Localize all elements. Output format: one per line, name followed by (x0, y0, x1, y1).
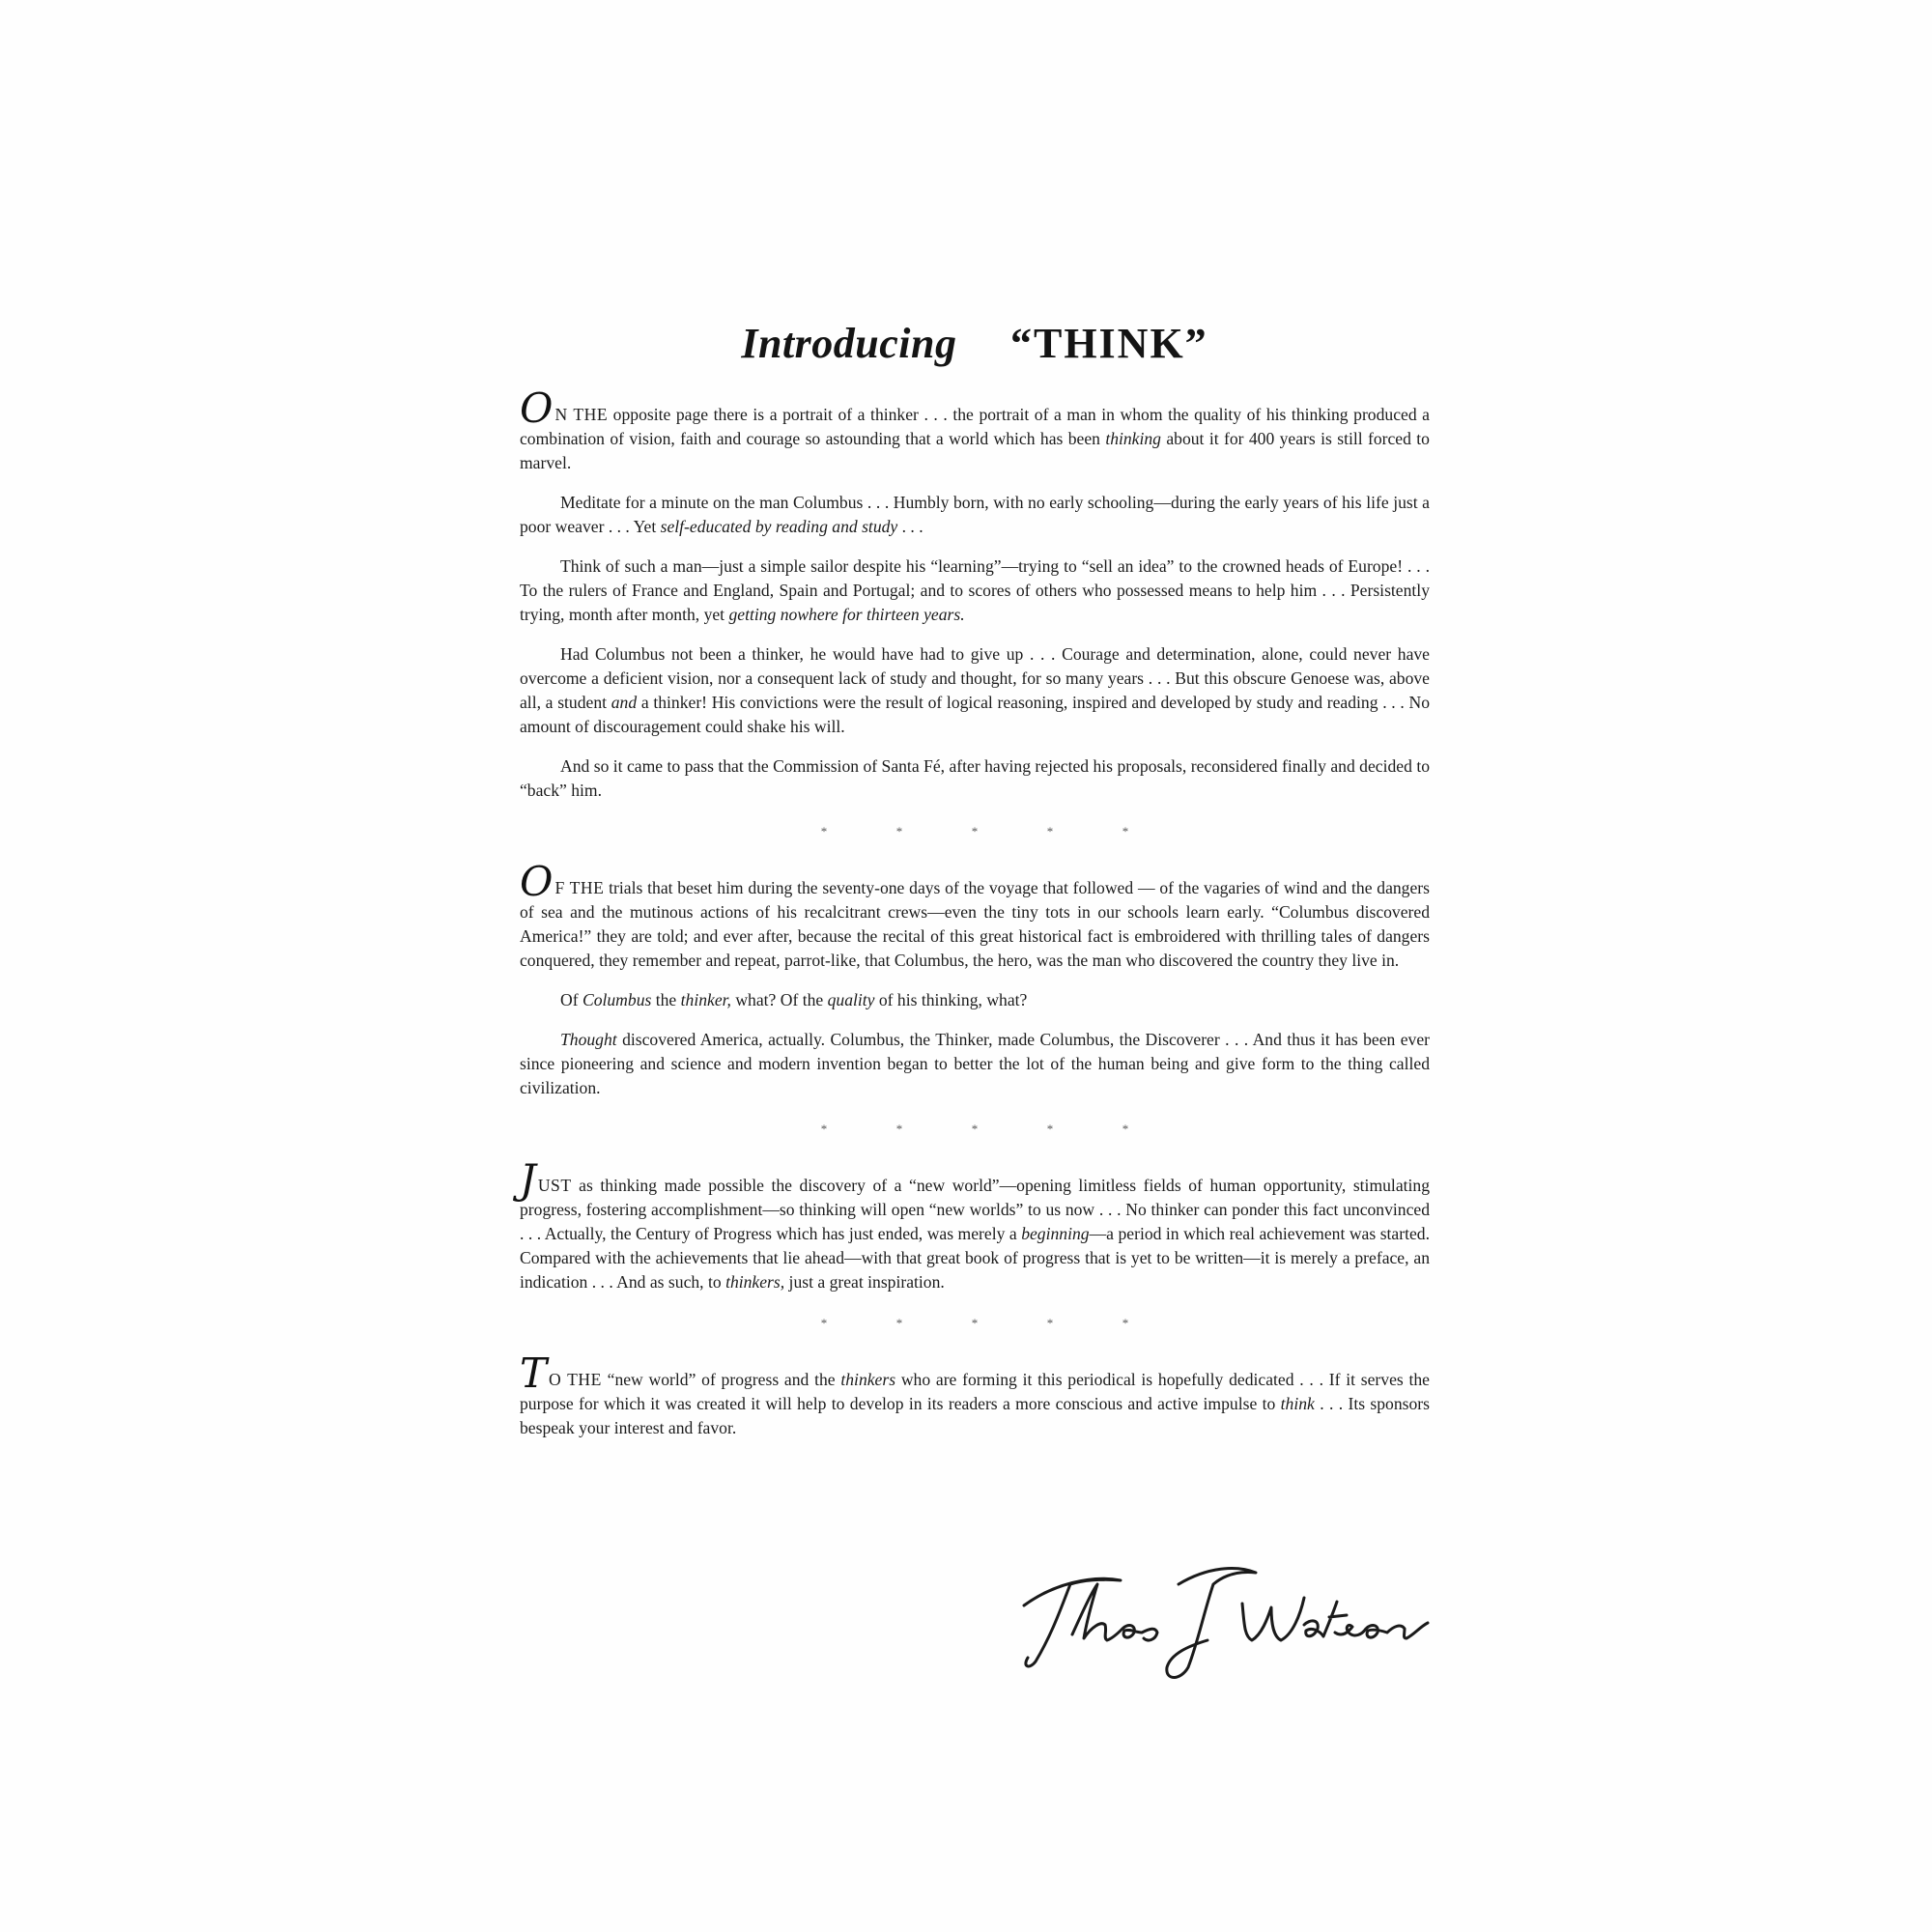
page-title (520, 319, 1430, 368)
paragraph-text: Of (560, 990, 582, 1009)
paragraph-text: as thinking made possible the discovery of a “new world”—opening limitless fields of human opportunity, stimulating progress, fostering accomplishment—so thinking will open “new worlds” to us now . . . No thinker can ponder this fact unconvinced . . . Actually, the Century of Progress which has just ended, was merely a (520, 1176, 1430, 1243)
title-italic: Introducing (741, 320, 957, 367)
separator-star: * (1046, 1122, 1054, 1136)
paragraph-text: of his thinking, what? (874, 990, 1028, 1009)
paragraph-meditate (520, 491, 1430, 539)
separator-star: * (1046, 1316, 1054, 1330)
paragraph-thought (520, 1028, 1430, 1100)
paragraph-text: the (651, 990, 681, 1009)
paragraph-text: trials that beset him during the seventy-one days of the voyage that followed — of the vagaries of wind and the dangers of sea and the mutinous actions of his recalcitrant crews—even the tiny tots in our schools learn early. “Columbus discovered America!” they are told; and ever after, because the recital of this great historical fact is embroidered with thrilling tales of dangers conquered, they remember and repeat, parrot-like, that Columbus, the hero, was the man who discovered the country they live in. (520, 878, 1430, 970)
paragraph-opposite-page (520, 384, 1430, 475)
paragraph-emphasis: thinkers (840, 1370, 896, 1389)
paragraph-had-columbus (520, 642, 1430, 739)
section-separator (520, 824, 1430, 839)
title-caps: “THINK” (1009, 320, 1208, 367)
paragraph-text: just a great inspiration. (784, 1272, 945, 1292)
paragraph-emphasis: beginning (1021, 1224, 1090, 1243)
paragraph-just-as (520, 1155, 1430, 1294)
paragraph-trials (520, 858, 1430, 973)
paragraph-emphasis: thinker, (680, 990, 731, 1009)
paragraph-to-the-new-world (520, 1350, 1430, 1440)
separator-star: * (971, 824, 979, 838)
paragraph-text: . . . (897, 517, 923, 536)
paragraph-emphasis: self-educated by reading and study (660, 517, 898, 536)
separator-star: * (895, 824, 903, 838)
paragraph-text: . . . Its sponsors bespeak your interest and favor. (520, 1394, 1430, 1437)
lead-caps: O THE (549, 1370, 602, 1389)
paragraph-emphasis: quality (827, 990, 875, 1009)
drop-initial: O (520, 384, 554, 432)
lead-caps: UST (537, 1176, 572, 1195)
separator-star: * (971, 1316, 979, 1330)
drop-initial: J (520, 1155, 536, 1203)
separator-star: * (895, 1316, 903, 1330)
separator-star: * (1122, 824, 1129, 838)
paragraph-text: what? Of the (730, 990, 828, 1009)
paragraph-such-a-man (520, 554, 1430, 627)
paragraph-text: opposite page there is a portrait of a thinker . . . the portrait of a man in whom the quality of his thinking produced a combination of vision, faith and courage so astounding that a world which has been (520, 405, 1430, 448)
paragraph-text: Had Columbus not been a thinker, he would have had to give up . . . Courage and determination, alone, could never have overcome a deficient vision, nor a consequent lack of study and thought, for so many years . . . But this obscure Genoese was, above all, a student (520, 644, 1430, 712)
paragraph-text: about it for 400 years is still forced to marvel. (520, 429, 1430, 472)
separator-star: * (1122, 1122, 1129, 1136)
paragraph-santa-fe: And so it came to pass that the Commission of Santa Fé, after having rejected his proposals, reconsidered finally and decided to “back” him. (520, 756, 1430, 800)
separator-star: * (820, 824, 828, 838)
paragraph-text: a thinker! His convictions were the result of logical reasoning, inspired and developed by study and reading . . . No amount of discouragement could shake his will. (520, 693, 1430, 736)
separator-star: * (820, 1122, 828, 1136)
paragraph-text: —a period in which real achievement was started. Compared with the achievements that lie ahead—with that great book of progress that is yet to be written—it is merely a preface, an indication . . . And as such, to (520, 1224, 1430, 1292)
lead-caps: N THE (554, 405, 609, 424)
paragraph-text: who are forming it this periodical is hopefully dedicated . . . If it serves the purpose for which it was created it will help to develop in its readers a more conscious and active impulse to (520, 1370, 1430, 1413)
paragraph-emphasis: Columbus (582, 990, 652, 1009)
paragraph-text: Think of such a man—just a simple sailor despite his “learning”—trying to “sell an idea” to the crowned heads of Europe! . . . To the rulers of France and England, Spain and Portugal; and to scores of others who possessed means to help him . . . Persistently trying, month after month, yet (520, 556, 1430, 624)
separator-star: * (895, 1122, 903, 1136)
paragraph-text: discovered America, actually. Columbus, the Thinker, made Columbus, the Discoverer . . . And thus it has been ever since pioneering and science and modern invention began to better the lot of the human being and give form to the thing called civilization. (520, 1030, 1430, 1097)
separator-star: * (1046, 824, 1054, 838)
paragraph-emphasis: think (1280, 1394, 1315, 1413)
section-separator (520, 1316, 1430, 1331)
paragraph-emphasis: and (611, 693, 638, 712)
paragraph-emphasis: Thought (560, 1030, 617, 1049)
paragraph-emphasis: thinking (1105, 429, 1161, 448)
section-separator (520, 1122, 1430, 1137)
separator-star: * (820, 1316, 828, 1330)
paragraph-emphasis: thinkers, (725, 1272, 785, 1292)
signature (1014, 1546, 1439, 1690)
paragraph-emphasis: getting nowhere for thirteen years. (728, 605, 965, 624)
paragraph-columbus-thinker (520, 988, 1430, 1012)
separator-star: * (971, 1122, 979, 1136)
drop-initial: T (520, 1350, 548, 1397)
paragraph-text: “new world” of progress and the (601, 1370, 841, 1389)
paragraph-text: Meditate for a minute on the man Columbus . . . Humbly born, with no early schooling—during the early years of his life just a poor weaver . . . Yet (520, 493, 1430, 536)
lead-caps: F THE (554, 878, 605, 897)
separator-star: * (1122, 1316, 1129, 1330)
drop-initial: O (520, 858, 554, 905)
article (520, 319, 1430, 1456)
